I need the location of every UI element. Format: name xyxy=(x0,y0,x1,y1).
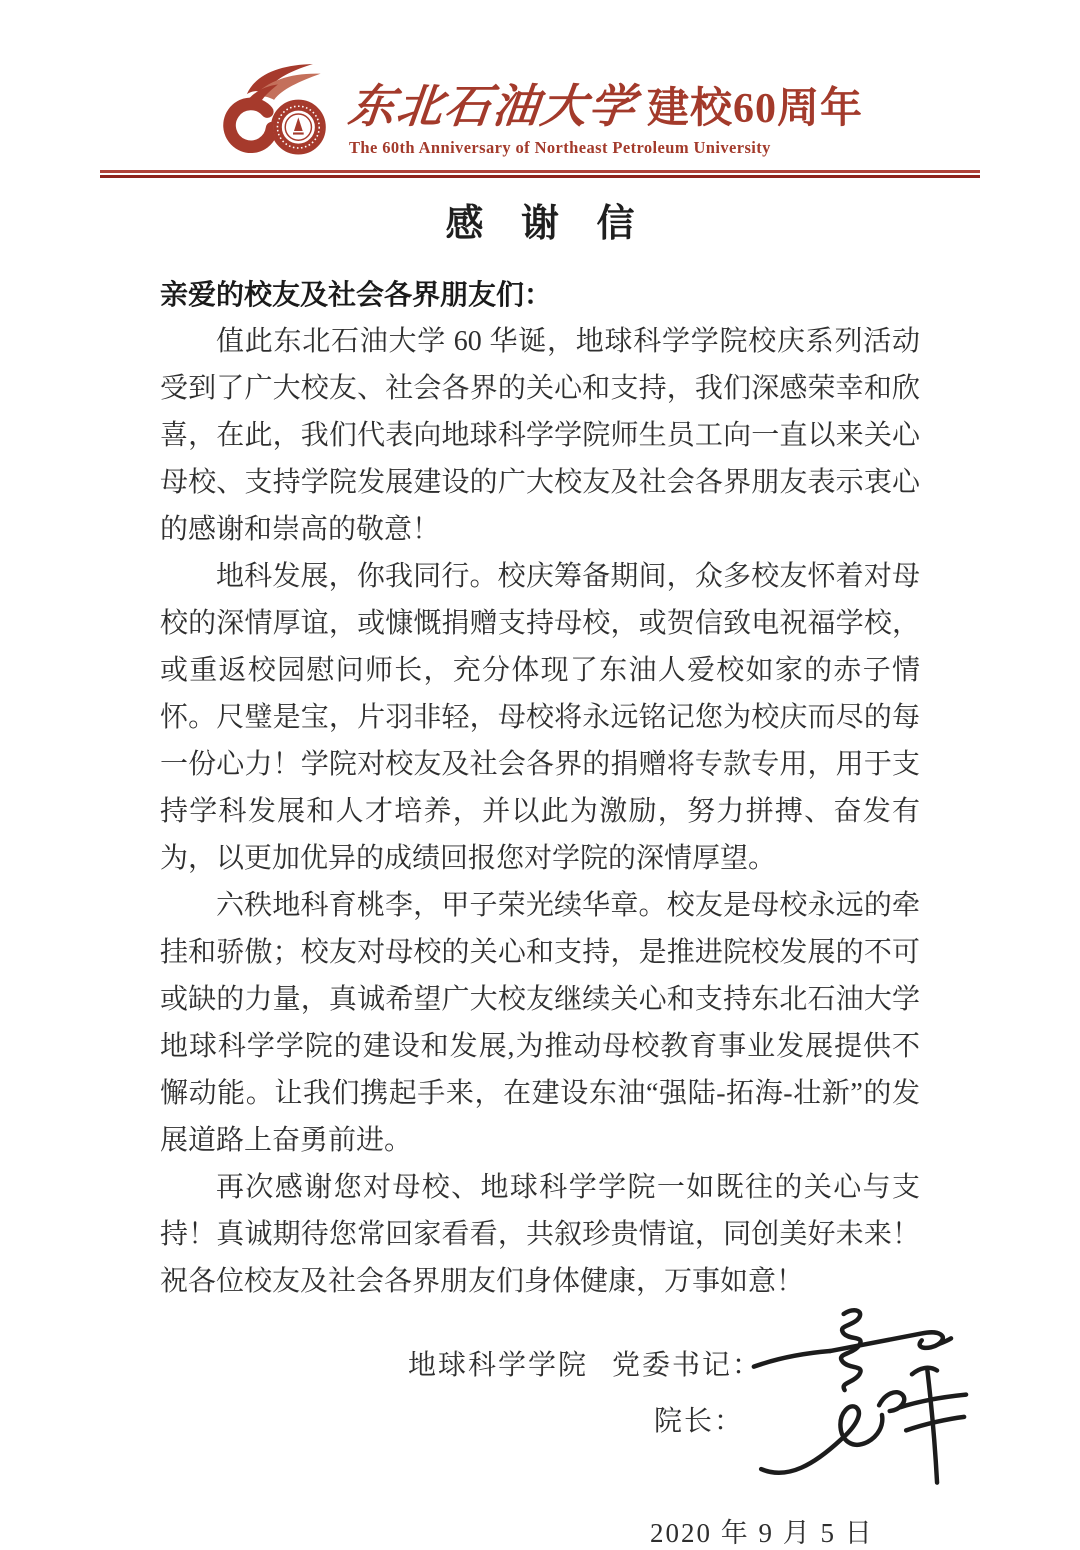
paragraph-2: 地科发展，你我同行。校庆筹备期间，众多校友怀着对母校的深情厚谊，或慷慨捐赠支持母校，或贺信致电祝福学校，或重返校园慰问师长，充分体现了东油人爱校如家的赤子情怀。尺璧是宝，片羽非轻，母校将永远铭记您为校庆而尽的每一份心力！学院对校友及社会各界的捐赠将专款专用，用于支持学科发展和人才培养，并以此为激励，努力拼搏、奋发有为，以更加优异的成绩回报您对学院的深情厚望。 xyxy=(160,561,920,874)
dean-signature xyxy=(754,1355,979,1500)
paragraph-3: 六秩地科育桃李，甲子荣光续华章。校友是母校永远的牵挂和骄傲；校友对母校的关心和支持，是推进院校发展的不可或缺的力量，真诚希望广大校友继续关心和支持东北石油大学地球科学学院的建设和发展,为推动母校教育事业发展提供不懈动能。让我们携起手来，在建设东油“强陆-拓海-壮新”的发展道路上奋勇前进。 xyxy=(160,890,920,1156)
paragraph-1: 值此东北石油大学 60 华诞，地球科学学院校庆系列活动受到了广大校友、社会各界的关心和支持，我们深感荣幸和欣喜，在此，我们代表向地球科学学院师生员工向一直以来关心母校、支持学院发展建设的广大校友及社会各界朋友表示衷心的感谢和崇高的敬意！ xyxy=(160,326,920,545)
letter-title: 感 谢 信 xyxy=(445,203,649,245)
university-name: 东北石油大学 xyxy=(345,79,640,133)
logo-text xyxy=(345,70,863,158)
paragraph-4: 再次感谢您对母校、地球科学学院一如既往的关心与支持！真诚期待您常回家看看，共叙珍贵情谊，同创美好未来！祝各位校友及社会各界朋友们身体健康，万事如意！ xyxy=(160,1172,920,1297)
anniversary-60-emblem-icon xyxy=(217,63,335,165)
dean-label: 院长： xyxy=(654,1406,745,1437)
party-secretary-label: 党委书记： xyxy=(612,1350,763,1381)
anniversary-label-english: The 60th Anniversary of Northeast Petroleum University xyxy=(348,138,771,157)
letter-body xyxy=(160,271,920,1305)
letterhead xyxy=(0,0,1080,178)
letter-date: 2020 年 9 月 5 日 xyxy=(650,1518,874,1548)
header-divider xyxy=(100,170,980,178)
signature-block xyxy=(160,1321,920,1471)
anniversary-logo xyxy=(0,66,1080,162)
signing-organization: 地球科学学院 xyxy=(408,1350,589,1381)
anniversary-label: 建校60周年 xyxy=(646,86,863,132)
salutation: 亲爱的校友及社会各界朋友们： xyxy=(160,279,553,310)
